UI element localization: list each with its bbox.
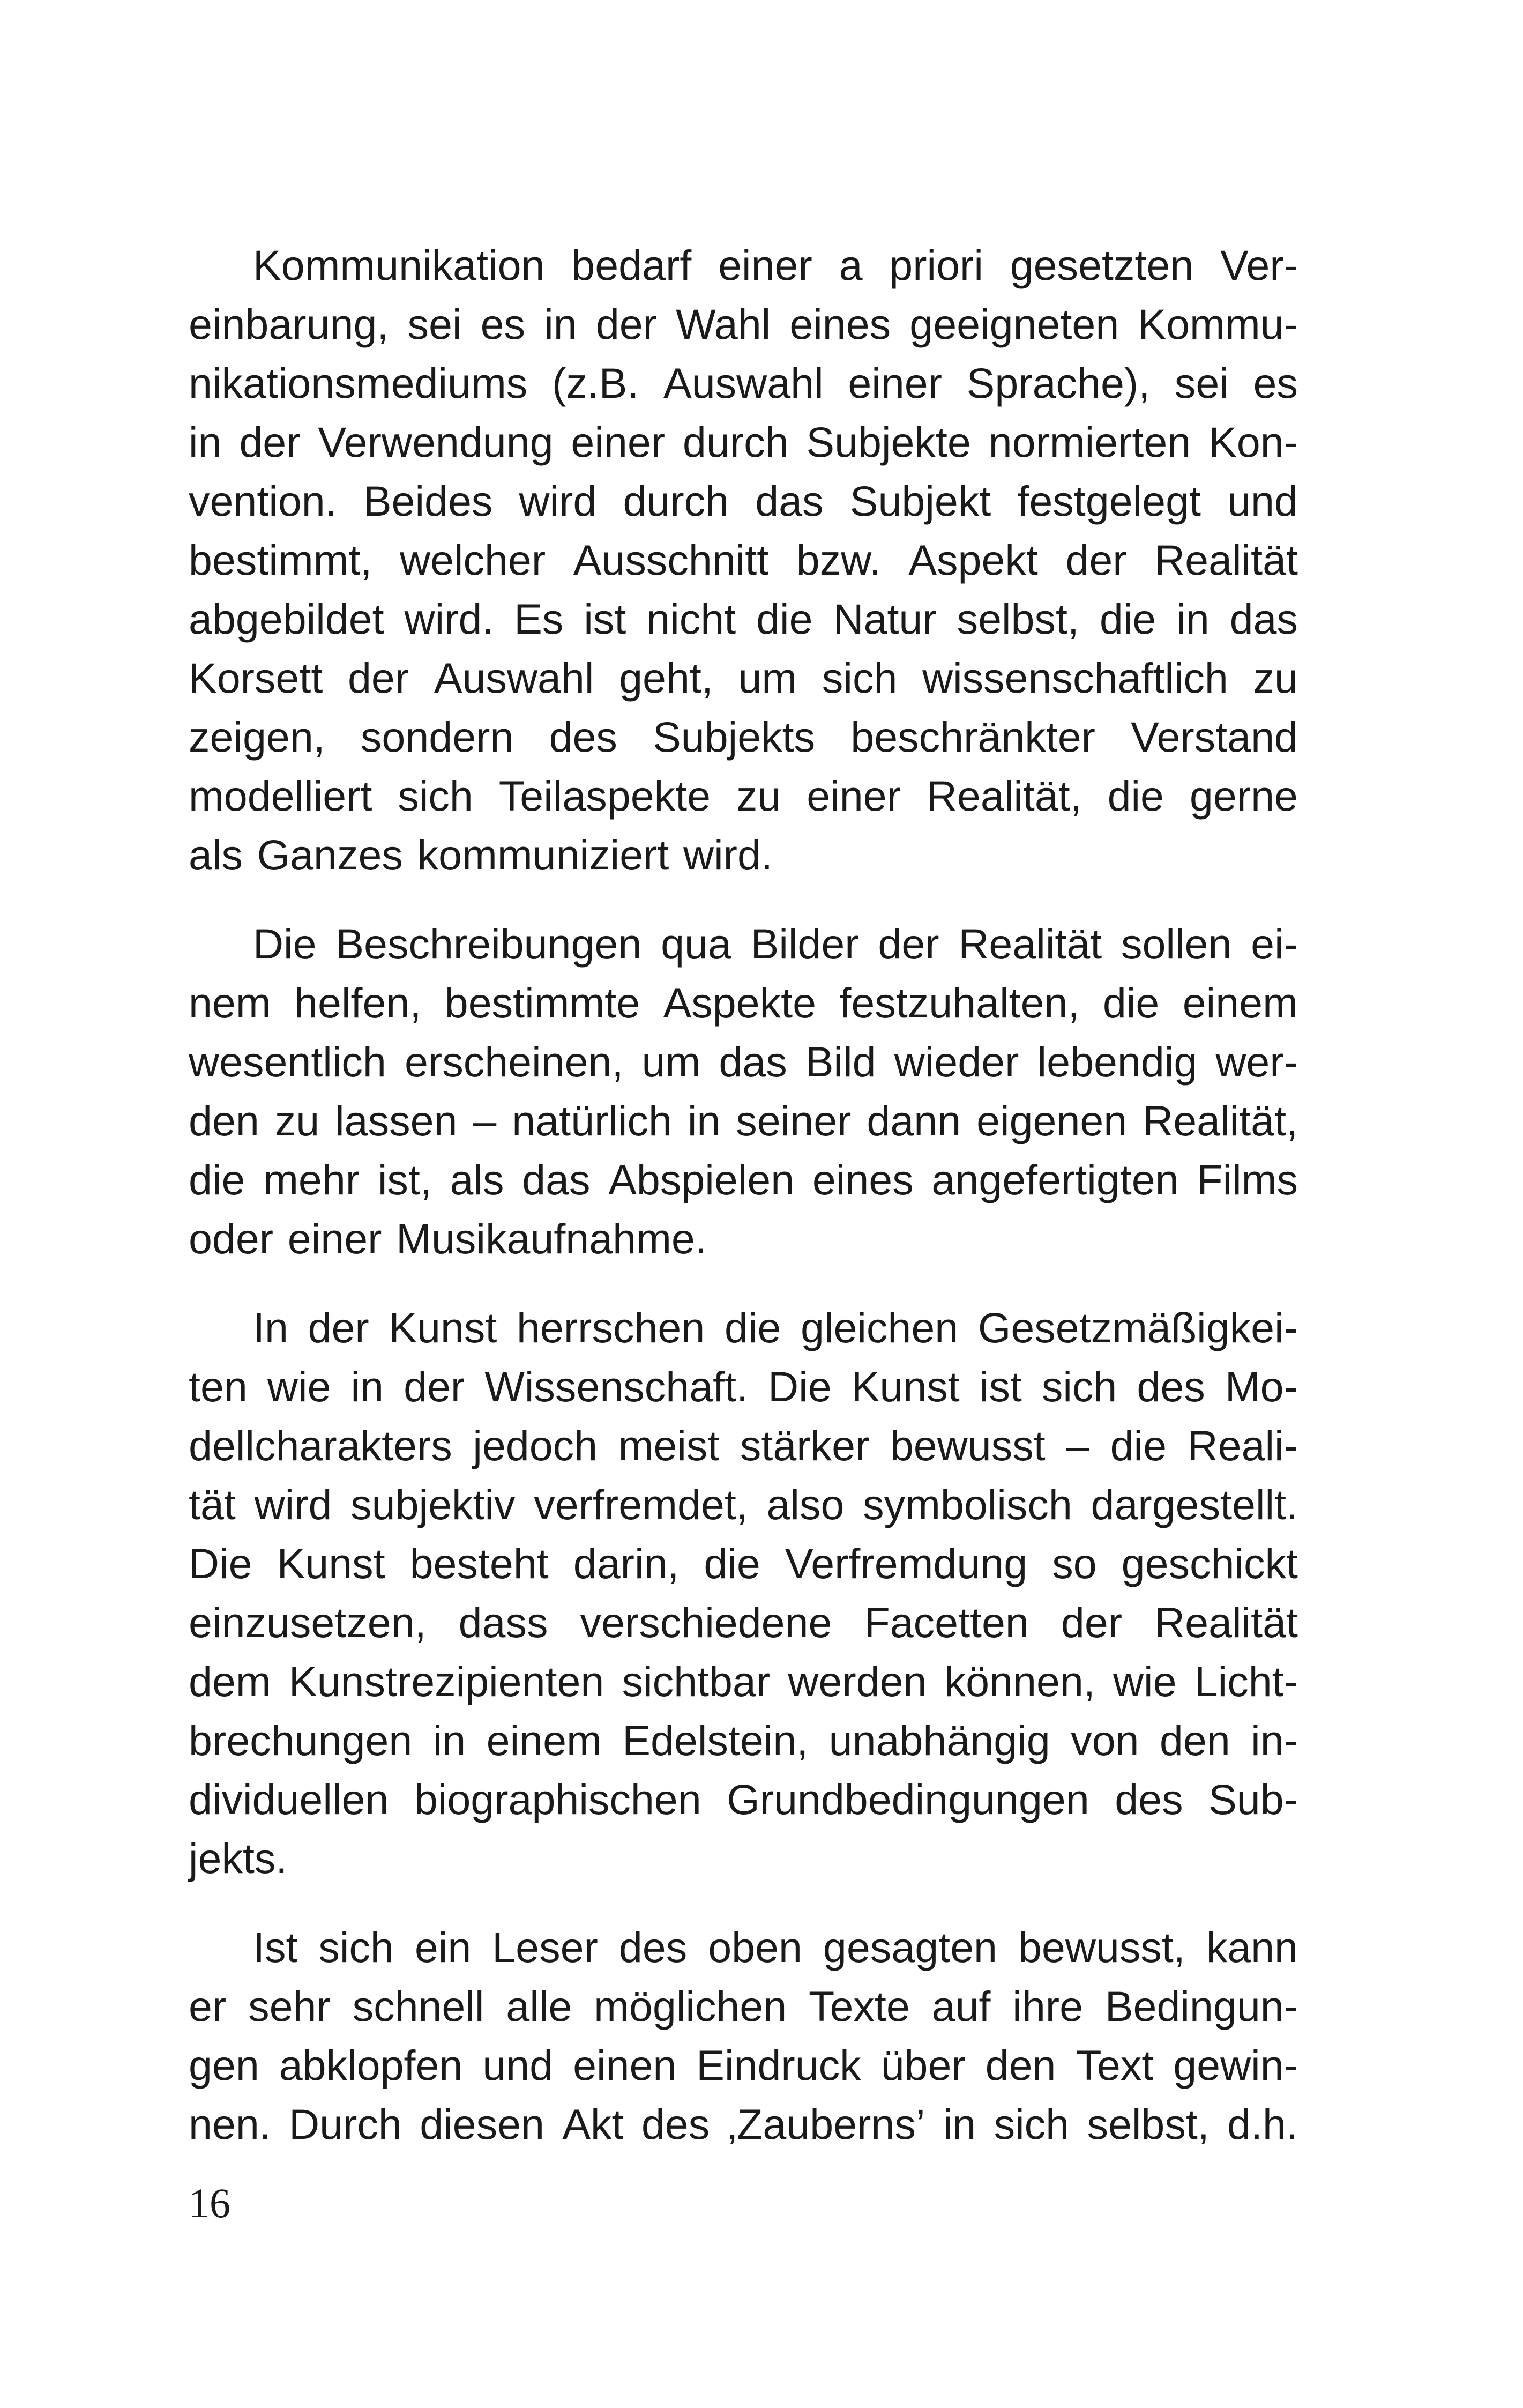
text-line: nen. Durch diesen Akt des ‚Zauberns’ in sich selbst, d.h. — [189, 2100, 1298, 2148]
text-line: Die Kunst besteht darin, die Verfremdung so geschickt — [189, 1540, 1298, 1587]
text-line: er sehr schnell alle möglichen Texte auf ihre Bedingun- — [189, 1982, 1298, 2030]
paragraph — [189, 915, 1298, 1268]
text-line: dellcharakters jedoch meist stärker bewusst – die Reali- — [189, 1422, 1298, 1469]
text-line: modelliert sich Teilaspekte zu einer Realität, die gerne — [189, 772, 1298, 820]
text-line: dem Kunstrezipienten sichtbar werden können, wie Licht- — [189, 1658, 1298, 1705]
text-line: Kommunikation bedarf einer a priori gesetzten Ver- — [253, 241, 1298, 289]
text-line: den zu lassen – natürlich in seiner dann eigenen Realität, — [189, 1097, 1298, 1144]
text-line: nem helfen, bestimmte Aspekte festzuhalten, die einem — [189, 979, 1298, 1027]
text-line: als Ganzes kommuniziert wird. — [189, 831, 773, 879]
text-line: einzusetzen, dass verschiedene Facetten der Realität — [189, 1599, 1298, 1646]
text-line: vention. Beides wird durch das Subjekt festgelegt und — [189, 477, 1298, 525]
text-line: einbarung, sei es in der Wahl eines geeigneten Kommu- — [189, 300, 1298, 348]
paragraph — [189, 236, 1298, 885]
text-line: Ist sich ein Leser des oben gesagten bewusst, kann — [253, 1923, 1298, 1971]
text-line: abgebildet wird. Es ist nicht die Natur selbst, die in das — [189, 595, 1298, 643]
text-line: bestimmt, welcher Ausschnitt bzw. Aspekt der Realität — [189, 536, 1298, 584]
text-line: In der Kunst herrschen die gleichen Gesetzmäßigkei- — [253, 1304, 1298, 1351]
text-line: nikationsmediums (z.B. Auswahl einer Sprache), sei es — [189, 359, 1298, 407]
text-line: in der Verwendung einer durch Subjekte normierten Kon- — [189, 418, 1298, 466]
text-line: dividuellen biographischen Grundbedingungen des Sub- — [189, 1775, 1298, 1823]
page-number: 16 — [189, 2180, 230, 2226]
text-line: Die Beschreibungen qua Bilder der Realität sollen ei- — [253, 920, 1298, 968]
text-line: oder einer Musikaufnahme. — [189, 1215, 707, 1262]
text-line: zeigen, sondern des Subjekts beschränkter Verstand — [189, 713, 1298, 761]
text-line: ten wie in der Wissenschaft. Die Kunst ist sich des Mo- — [189, 1363, 1298, 1410]
text-line: tät wird subjektiv verfremdet, also symbolisch dargestellt. — [189, 1481, 1298, 1528]
text-line: die mehr ist, als das Abspielen eines angefertigten Films — [189, 1156, 1298, 1203]
body-text — [189, 236, 1298, 2184]
text-line: brechungen in einem Edelstein, unabhängig von den in- — [189, 1716, 1298, 1764]
text-line: gen abklopfen und einen Eindruck über den Text gewin- — [189, 2041, 1298, 2089]
text-line: Korsett der Auswahl geht, um sich wissenschaftlich zu — [189, 654, 1298, 702]
text-line: wesentlich erscheinen, um das Bild wieder lebendig wer- — [189, 1038, 1298, 1086]
paragraph — [189, 1918, 1298, 2154]
text-line: jekts. — [189, 1834, 288, 1882]
paragraph — [189, 1298, 1298, 1888]
